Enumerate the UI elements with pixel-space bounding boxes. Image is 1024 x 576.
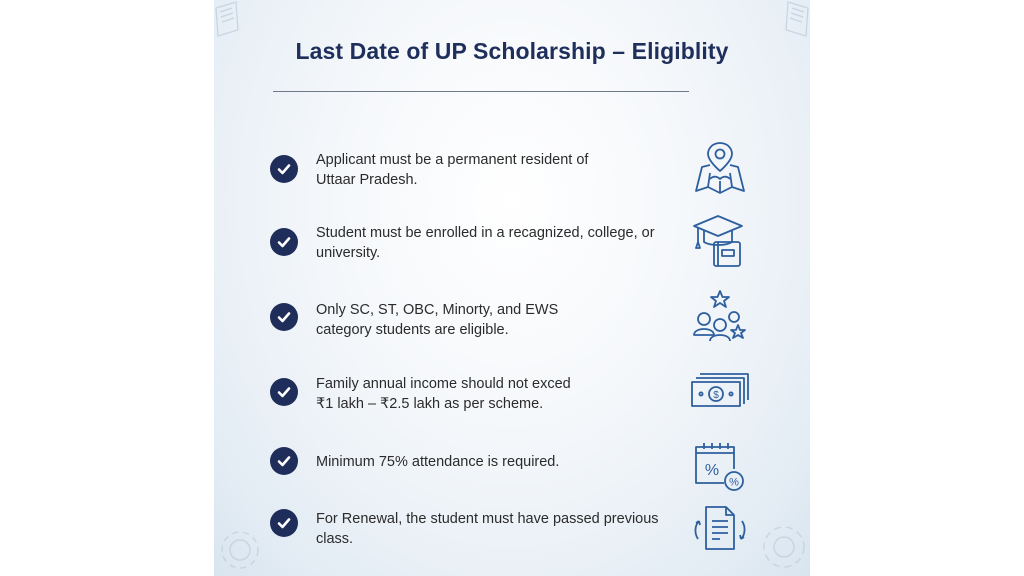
svg-text:$: $: [713, 390, 719, 401]
item-text-line1: For Renewal, the student must have passed previous: [316, 511, 659, 527]
item-text-line2: class.: [316, 531, 354, 547]
eligibility-item: [270, 145, 760, 195]
title-divider: [273, 91, 689, 92]
svg-text:%: %: [704, 462, 720, 479]
eligibility-item: [270, 291, 760, 341]
check-circle-icon: [270, 509, 298, 537]
item-text-line2: university.: [316, 245, 381, 261]
check-circle-icon: [270, 228, 298, 256]
eligibility-item: [270, 364, 760, 414]
open-book-icon: [760, 0, 810, 40]
check-circle-icon: [270, 155, 298, 183]
item-text-line2: Uttaar Pradesh.: [316, 172, 418, 188]
group-stars-icon: [690, 289, 750, 349]
eligibility-item: [270, 503, 760, 553]
graduation-cap-icon: [690, 212, 750, 272]
calendar-percent-icon: [690, 439, 750, 499]
item-text-line1: Student must be enrolled in a recagnized, college, or: [316, 225, 655, 241]
item-text-line1: Applicant must be a permanent resident of: [316, 152, 589, 168]
item-text-line2: ₹1 lakh – ₹2.5 lakh as per scheme.: [316, 396, 544, 412]
check-circle-icon: [270, 378, 298, 406]
gear-icon: [754, 515, 810, 576]
check-circle-icon: [270, 447, 298, 475]
gear-icon: [216, 520, 266, 576]
money-bill-icon: [690, 364, 750, 424]
eligibility-item: [270, 437, 760, 487]
item-text-line1: Family annual income should not exced: [316, 376, 571, 392]
item-text-line1: Minimum 75% attendance is required.: [316, 454, 560, 470]
eligibility-card: [214, 0, 810, 576]
document-renewal-icon: [690, 501, 750, 561]
open-book-icon: [214, 0, 264, 40]
item-text-line2: category students are eligible.: [316, 322, 509, 338]
map-location-icon: [690, 139, 750, 199]
svg-text:%: %: [729, 476, 739, 489]
eligibility-item: [270, 218, 760, 268]
page-title: Last Date of UP Scholarship – Eligiblity: [295, 38, 729, 64]
check-circle-icon: [270, 303, 298, 331]
item-text-line1: Only SC, ST, OBC, Minorty, and EWS: [316, 302, 559, 318]
